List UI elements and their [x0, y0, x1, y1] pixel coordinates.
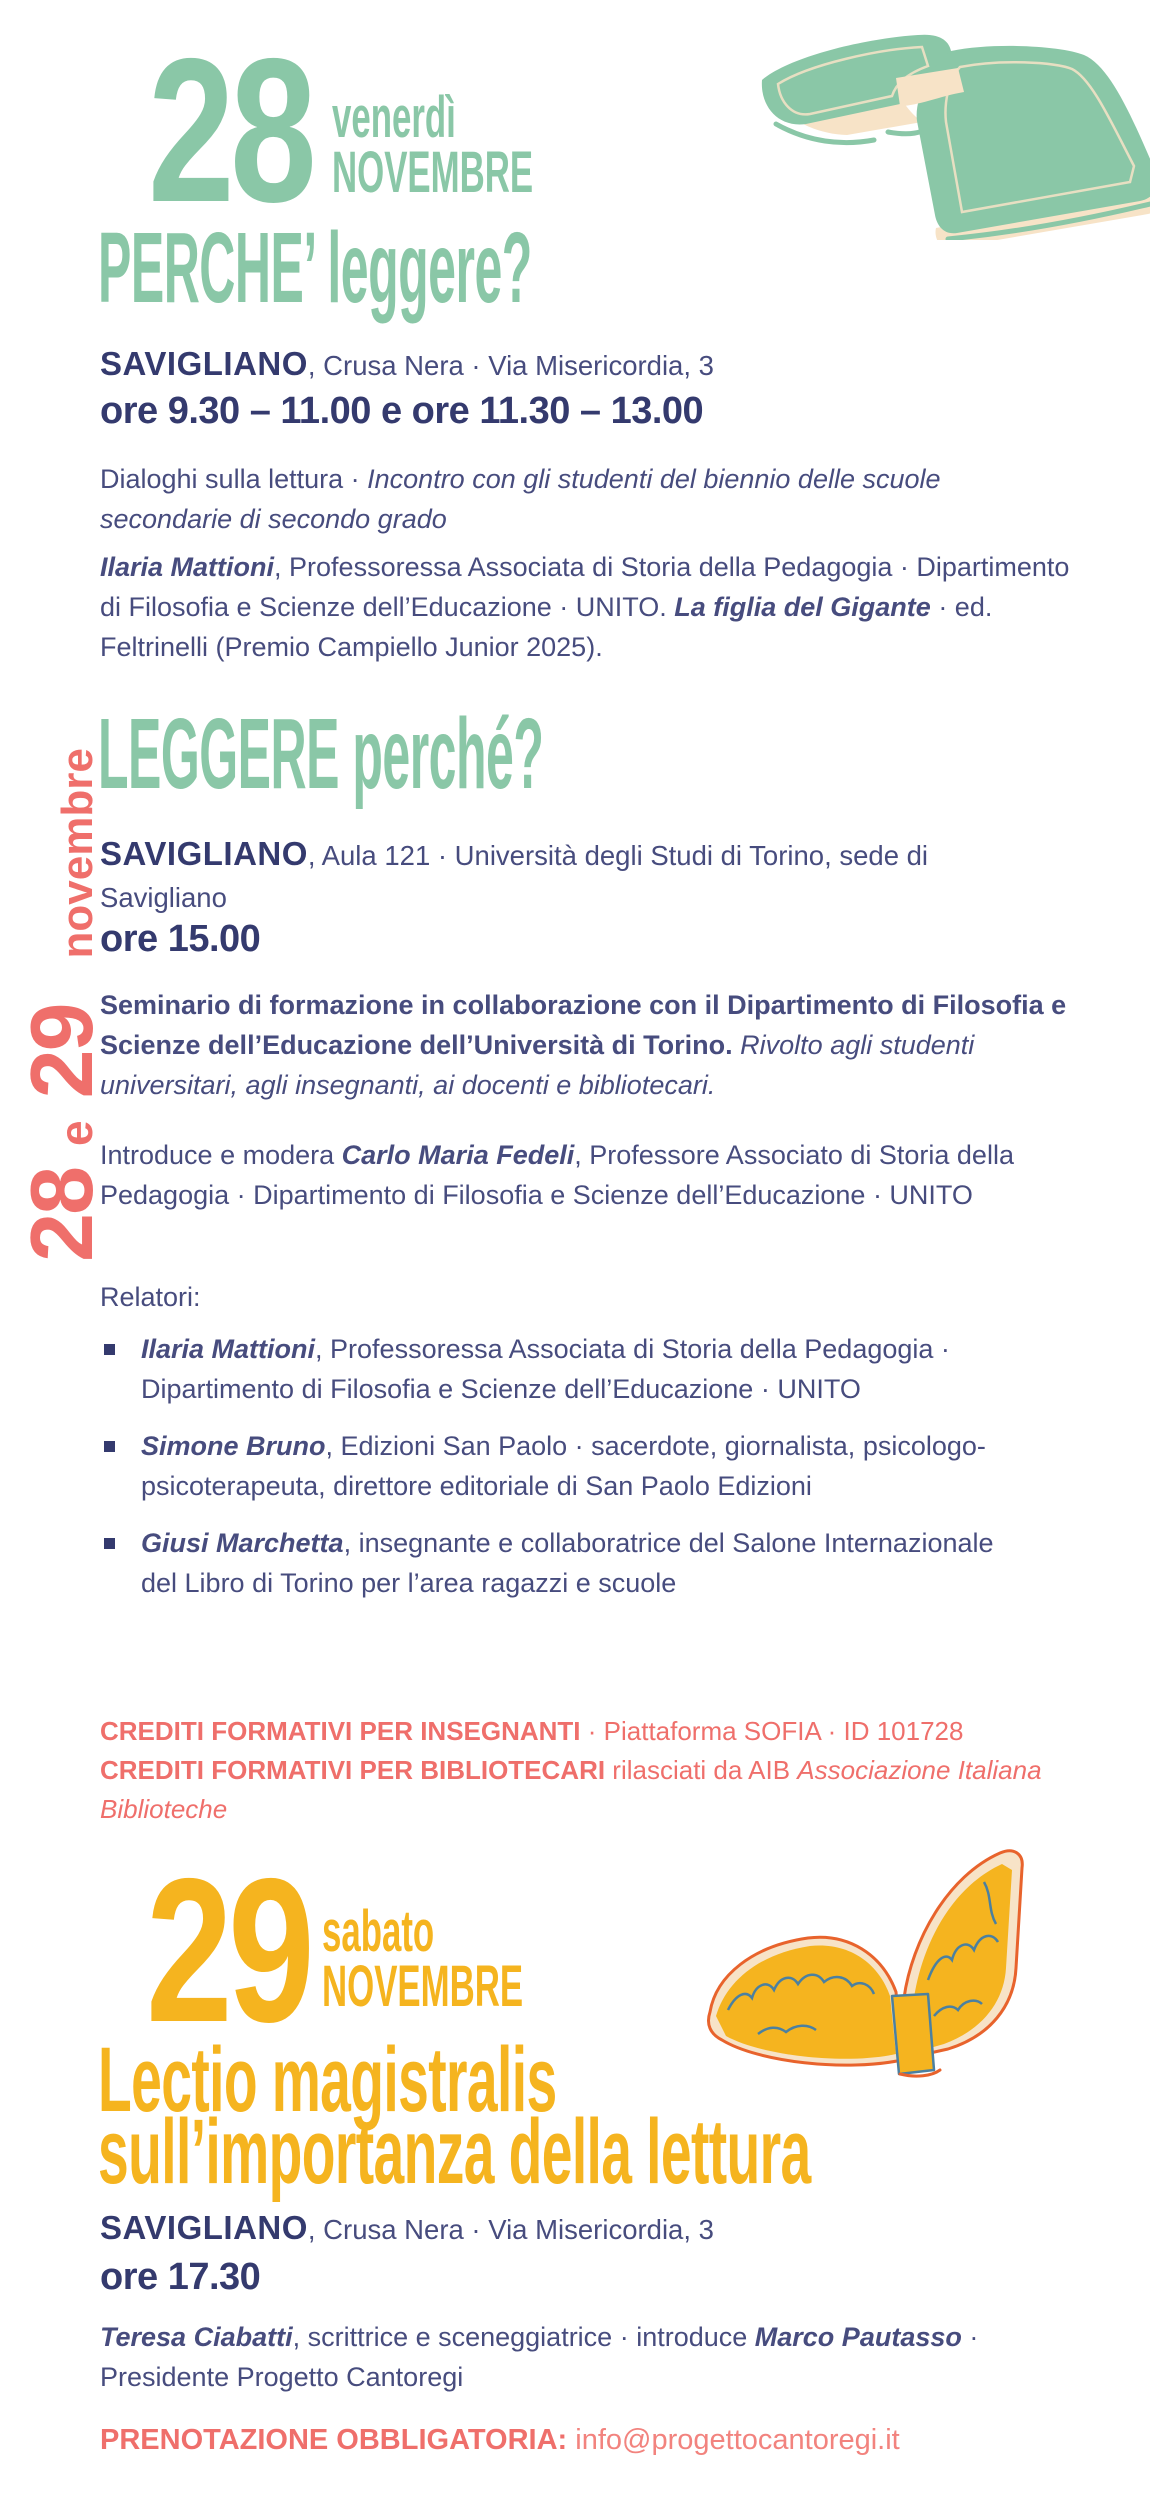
- text-run: , Professore Associato di Storia della Pedagogia · Dipartimento di Filosofia e Scienze dell’Educazione · UNITO: [100, 1140, 1014, 1210]
- credits-block: [100, 1712, 1100, 1829]
- vertical-conjunction: e: [50, 1120, 102, 1146]
- event1-time: ore 9.30 – 11.00 e ore 11.30 – 13.00: [100, 390, 704, 432]
- text-run: Simone Bruno: [141, 1430, 326, 1461]
- bullet-square-icon: [104, 1344, 115, 1355]
- text-run: Teresa Ciabatti: [100, 2322, 293, 2352]
- open-book-orange-illustration: [696, 1848, 1036, 2080]
- text-run: Introduce e modera: [100, 1140, 342, 1170]
- vertical-day-28: 28: [12, 1167, 111, 1262]
- speaker-item: [104, 1427, 1011, 1507]
- text-run: , Professoressa Associata di Storia della Pedagogia · Dipartimento di Filosofia e Scienze dell’Educazione · UNITO.: [100, 552, 1070, 622]
- speaker-item-text: [141, 1427, 1011, 1507]
- vertical-date-label: [11, 748, 113, 1262]
- text-run: CREDITI FORMATIVI PER INSEGNANTI: [100, 1716, 581, 1746]
- event2-description: [100, 986, 1090, 1106]
- day-28-number: 28: [148, 16, 313, 245]
- text-run: rilasciati da AIB: [605, 1755, 798, 1785]
- event1-venue: [100, 340, 1060, 388]
- book-page-left: [709, 1937, 903, 2065]
- text-run: Incontro con gli studenti del biennio delle scuole secondarie di secondo grado: [100, 464, 941, 534]
- event3-venue-detail: , Crusa Nera · Via Misericordia, 3: [307, 2214, 714, 2245]
- event1-title: PERCHE’ leggere?: [98, 212, 532, 324]
- day-29-label: [322, 1899, 524, 2020]
- text-run: Ilaria Mattioni: [141, 1334, 316, 1364]
- event1-speaker: [100, 548, 1080, 668]
- day-29-month: NOVEMBRE: [322, 1954, 524, 2020]
- text-run: , Edizioni San Paolo · sacerdote, giornalista, psicologo-psicoterapeuta, direttore editoriale di San Paolo Edizioni: [141, 1430, 986, 1501]
- bullet-square-icon: [104, 1441, 115, 1452]
- event2-venue-city: SAVIGLIANO: [100, 835, 308, 872]
- text-run: , Professoressa Associata di Storia della Pedagogia · Dipartimento di Filosofia e Scienze dell’Educazione · UNITO: [141, 1334, 950, 1404]
- text-run: Seminario di formazione in collaborazione con il Dipartimento di Filosofia e Scienze dell’Educazione dell’Università di Torino.: [100, 990, 1067, 1060]
- text-run: Associazione Italiana Biblioteche: [100, 1755, 1042, 1824]
- vertical-day-29: 29: [12, 1004, 111, 1099]
- day-28-weekday: venerdì: [332, 85, 456, 150]
- text-run: , scrittrice e sceneggiatrice · introduce: [292, 2322, 755, 2352]
- speakers-label: Relatori:: [100, 1282, 201, 1312]
- event3-title-line1: Lectio magistralis: [98, 2029, 557, 2131]
- event2-venue: [100, 830, 1000, 918]
- event1-venue-city: SAVIGLIANO: [100, 345, 308, 382]
- event2-time: ore 15.00: [100, 918, 261, 960]
- day-29-weekday: sabato: [322, 1899, 435, 1964]
- event1-venue-detail: , Crusa Nera · Via Misericordia, 3: [307, 350, 714, 381]
- credits-librarians: [100, 1751, 1100, 1829]
- bullet-square-icon: [104, 1538, 115, 1549]
- event2-venue-detail: , Aula 121 · Università degli Studi di Torino, sede di Savigliano: [100, 840, 929, 913]
- text-run: , insegnante e collaboratrice del Salone Internazionale del Libro di Torino per l’area ragazzi e scuole: [141, 1527, 994, 1598]
- day-29-number: 29: [146, 1836, 311, 2065]
- day-28-month: NOVEMBRE: [332, 140, 534, 206]
- text-run: · Presidente Progetto Cantoregi: [100, 2322, 979, 2392]
- event3-venue: [100, 2204, 1060, 2252]
- text-run: · ed. Feltrinelli (Premio Campiello Junior 2025).: [100, 591, 993, 662]
- open-book-teal-illustration: [750, 22, 1150, 240]
- speaker-item: [104, 1524, 1011, 1604]
- text-run: Rivolto agli studenti universitari, agli insegnanti, ai docenti e bibliotecari.: [100, 1029, 975, 1100]
- text-run: · Piattaforma SOFIA · ID 101728: [580, 1716, 964, 1746]
- booking-email-link[interactable]: info@progettocantoregi.it: [567, 2424, 900, 2456]
- text-run: La figlia del Gigante: [674, 591, 931, 622]
- event1-intro: [100, 460, 1030, 540]
- event3-venue-city: SAVIGLIANO: [100, 2209, 308, 2246]
- event3-speaker: [100, 2318, 980, 2398]
- day-28-label: [332, 85, 534, 206]
- event3-time: ore 17.30: [100, 2256, 261, 2298]
- event2-title: LEGGERE perché?: [98, 698, 544, 810]
- event3-title-line2: sull’importanza della lettura: [98, 2101, 811, 2203]
- text-run: Ilaria Mattioni: [100, 552, 275, 582]
- speaker-item: [104, 1330, 1011, 1410]
- vertical-month: novembre: [53, 748, 102, 959]
- speakers-list: [104, 1330, 1011, 1621]
- speaker-item-text: [141, 1524, 1011, 1604]
- text-run: Marco Pautasso: [754, 2322, 962, 2352]
- booking-line: [100, 2420, 1100, 2461]
- text-run: Giusi Marchetta: [141, 1527, 344, 1558]
- event2-moderator: [100, 1136, 1080, 1216]
- text-run: PRENOTAZIONE OBBLIGATORIA:: [100, 2424, 568, 2456]
- text-run: Carlo Maria Fedeli: [341, 1140, 575, 1170]
- credits-teachers: [100, 1712, 1100, 1751]
- text-run: CREDITI FORMATIVI PER BIBLIOTECARI: [100, 1755, 606, 1785]
- speaker-item-text: [141, 1330, 1011, 1410]
- text-run: Dialoghi sulla lettura ·: [100, 464, 368, 494]
